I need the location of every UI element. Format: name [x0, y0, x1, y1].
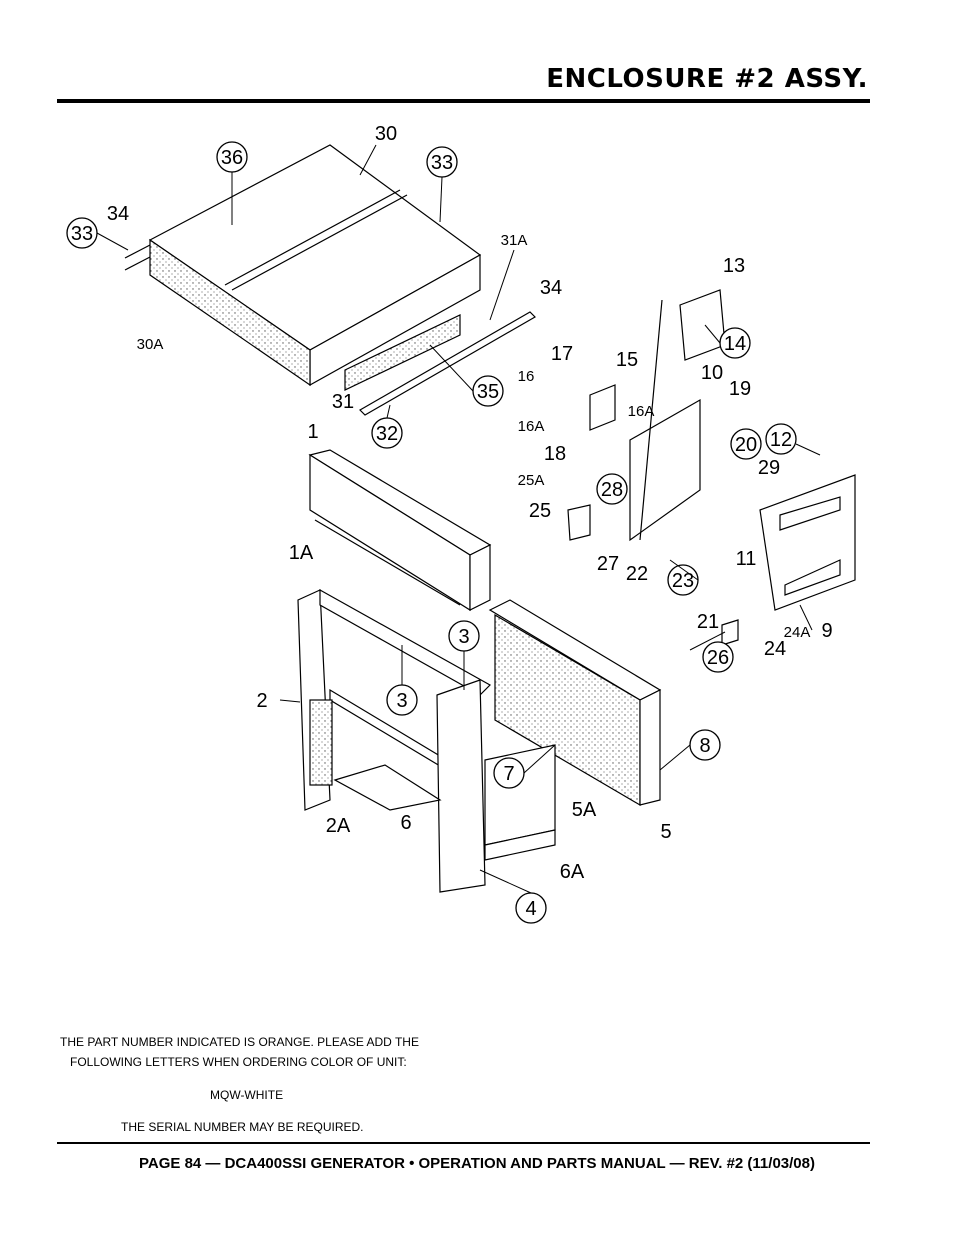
callout-label: 6A [559, 861, 585, 883]
callout-label: 11 [735, 548, 757, 570]
callout-label: 25A [517, 472, 545, 489]
callout-label: 10 [700, 362, 724, 384]
callout-label: 16A [627, 403, 655, 420]
callout-label: 20 [734, 434, 758, 456]
order-note-line1: THE PART NUMBER INDICATED IS ORANGE. PLEASE ADD THE [60, 1035, 419, 1049]
callout-label: 24 [763, 638, 787, 660]
callout-label: 2 [256, 690, 268, 712]
callout-label: 1A [288, 542, 314, 564]
callout-label: 22 [625, 563, 649, 585]
callout-label: 15 [615, 349, 639, 371]
callout-label: 34 [106, 203, 130, 225]
page-title: ENCLOSURE #2 ASSY. [546, 64, 868, 94]
callout-label: 9 [821, 620, 833, 642]
callout-label: 30 [374, 123, 398, 145]
callout-label: 13 [722, 255, 746, 277]
callout-label: 28 [600, 479, 624, 501]
callout-label: 3 [458, 626, 470, 648]
callout-label: 29 [757, 457, 781, 479]
callout-label: 34 [539, 277, 563, 299]
serial-number-note: THE SERIAL NUMBER MAY BE REQUIRED. [121, 1120, 364, 1134]
callout-label: 24A [783, 624, 811, 641]
callout-label: 33 [430, 152, 454, 174]
callout-label: 7 [503, 763, 515, 785]
side-panel-drawing [485, 600, 660, 860]
color-code-note: MQW-WHITE [210, 1088, 284, 1102]
callout-label: 4 [525, 898, 537, 920]
callout-label: 12 [769, 429, 793, 451]
callout-label: 31A [500, 232, 528, 249]
callout-label: 27 [596, 553, 620, 575]
callout-label: 19 [728, 378, 752, 400]
callout-label: 17 [550, 343, 574, 365]
callout-label: 35 [476, 381, 500, 403]
callout-label: 26 [706, 647, 730, 669]
callout-label: 33 [70, 223, 94, 245]
callout-label: 5 [660, 821, 672, 843]
door-9-drawing [760, 475, 855, 610]
callout-label: 2A [325, 815, 351, 837]
page-footer: PAGE 84 — DCA400SSI GENERATOR • OPERATION AND PARTS MANUAL — REV. #2 (11/03/08) [139, 1155, 815, 1172]
callout-label: 36 [220, 147, 244, 169]
callout-label: 32 [375, 423, 399, 445]
callout-label: 3 [396, 690, 408, 712]
callout-label: 5A [571, 799, 597, 821]
callout-label: 25 [528, 500, 552, 522]
callout-label: 31 [331, 391, 355, 413]
callout-label: 30A [136, 336, 164, 353]
exploded-parts-diagram [0, 110, 954, 930]
header-rule [57, 99, 870, 103]
callout-label: 23 [671, 570, 695, 592]
callout-label: 8 [699, 735, 711, 757]
callout-label: 16 [517, 368, 535, 385]
callout-label: 21 [696, 611, 720, 633]
footer-rule [57, 1142, 870, 1144]
callout-label: 16A [517, 418, 545, 435]
callout-label: 14 [723, 333, 747, 355]
callout-label: 18 [543, 443, 567, 465]
callout-label: 6 [400, 812, 412, 834]
order-note-line2: FOLLOWING LETTERS WHEN ORDERING COLOR OF UNIT: [70, 1055, 407, 1069]
frame-1-drawing [310, 450, 490, 610]
callout-label: 1 [307, 421, 319, 443]
